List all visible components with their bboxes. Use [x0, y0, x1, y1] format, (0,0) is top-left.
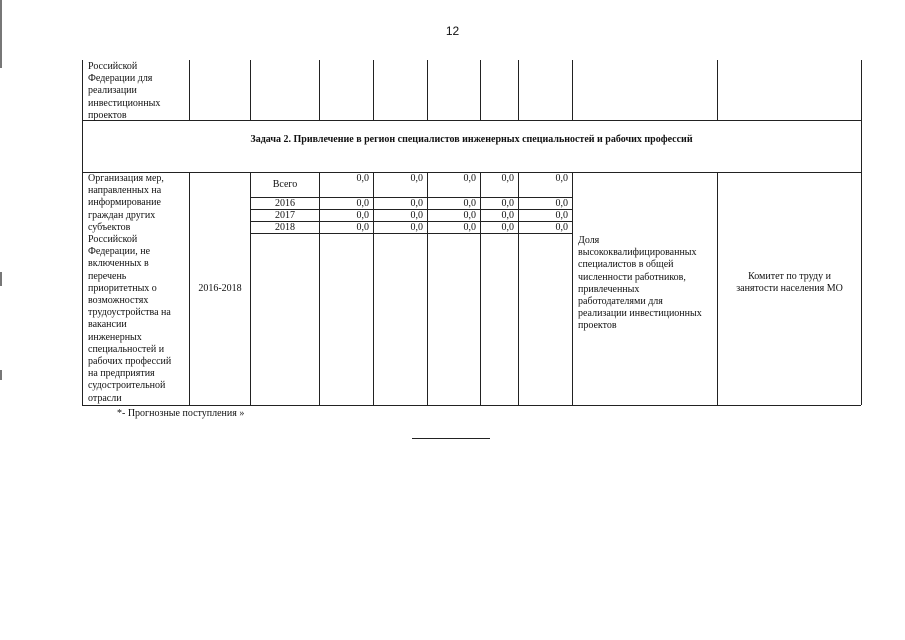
col-divider — [518, 60, 519, 120]
col-divider — [427, 60, 428, 120]
col-divider — [480, 60, 481, 120]
scan-edge-mark-mid — [0, 272, 2, 286]
table-left-border — [82, 60, 83, 405]
funding-value: 0,0 — [501, 173, 514, 184]
funding-value: 0,0 — [463, 222, 476, 233]
funding-value: 0,0 — [501, 210, 514, 221]
col-divider — [319, 172, 320, 405]
col-divider — [319, 60, 320, 120]
table-bottom-border — [82, 405, 861, 406]
col-divider — [717, 60, 718, 120]
funding-value: 0,0 — [463, 173, 476, 184]
page-number: 12 — [445, 24, 460, 38]
funding-value: 0,0 — [410, 210, 423, 221]
funding-value: 0,0 — [356, 210, 369, 221]
col-divider — [189, 60, 190, 120]
funding-value: 0,0 — [356, 198, 369, 209]
col-divider — [373, 172, 374, 405]
funding-value: 0,0 — [463, 210, 476, 221]
funding-value: 0,0 — [555, 198, 568, 209]
funding-value: 0,0 — [410, 198, 423, 209]
funding-value: 0,0 — [555, 210, 568, 221]
funding-value: 0,0 — [356, 173, 369, 184]
table-right-border — [861, 60, 862, 405]
col-divider — [373, 60, 374, 120]
year-row-divider — [250, 233, 572, 234]
funding-value: 0,0 — [501, 198, 514, 209]
funding-year: 2016 — [275, 198, 295, 209]
executor-text: Комитет по труду и занятости населения МО — [736, 271, 843, 295]
measure-period: 2016-2018 — [198, 283, 242, 294]
col-divider — [250, 60, 251, 120]
measure-text: Организация мер, направленных на информирование граждан других субъектов Российской Федерации, не включенных в перечень приоритетных о возможностях трудоустройства на вакансии инженерных специальностей и рабочих профессий на предприятия судостроительной отрасли — [88, 173, 172, 404]
task-title: Задача 2. Привлечение в регион специалистов инженерных специальностей и рабочих профессий — [250, 134, 693, 145]
funding-value: 0,0 — [410, 173, 423, 184]
footnote: *- Прогнозные поступления » — [117, 408, 245, 419]
col-divider — [572, 60, 573, 120]
funding-value: 0,0 — [463, 198, 476, 209]
funding-value: 0,0 — [356, 222, 369, 233]
top-row-measure-text: Российской Федерации для реализации инвестиционных проектов — [88, 61, 161, 121]
funding-year-total: Всего — [272, 179, 298, 190]
funding-year: 2017 — [275, 210, 295, 221]
scan-edge-mark-low — [0, 370, 2, 380]
separator-line — [412, 438, 490, 439]
col-divider — [518, 172, 519, 405]
funding-value: 0,0 — [501, 222, 514, 233]
funding-value: 0,0 — [410, 222, 423, 233]
funding-value: 0,0 — [555, 222, 568, 233]
row-divider — [82, 120, 861, 121]
indicator-text: Доля высококвалифицированных специалистов в общей численности работников, привлеченных работодателями для реализации инвестиционных проектов — [578, 235, 702, 332]
funding-year: 2018 — [275, 222, 295, 233]
col-divider — [427, 172, 428, 405]
col-divider — [572, 172, 573, 405]
funding-value: 0,0 — [555, 173, 568, 184]
